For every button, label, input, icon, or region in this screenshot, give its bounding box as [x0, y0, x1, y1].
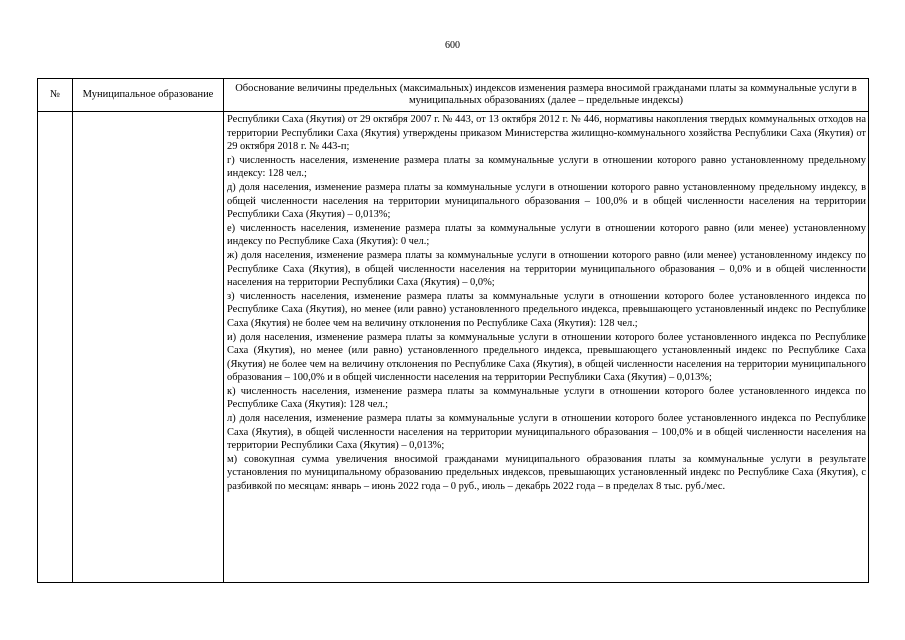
paragraph: Республики Саха (Якутия) от 29 октября 2007 г. № 443, от 13 октября 2012 г. № 446, нормативы накопления твердых коммунальных отходов на территории Республики Саха (Якутия) утверждены приказом Министерства жилищно-коммунального хозяйства Республики Саха (Якутия) от 29 октября 2018 г. № 443-п;: [227, 114, 866, 153]
justification-text: [224, 112, 868, 494]
paragraph-e: е) численность населения, изменение размера платы за коммунальные услуги в отношении которого равно (или менее) установленному индексу по Республике Саха (Якутия): 0 чел.;: [227, 222, 866, 248]
paragraph-g: г) численность населения, изменение размера платы за коммунальные услуги в отношении которого равно установленному предельному индексу: 128 чел.;: [227, 154, 866, 180]
header-justification: Обоснование величины предельных (максимальных) индексов изменения размера вносимой гражданами платы за коммунальные услуги в муниципальных образованиях (далее – предельные индексы): [224, 79, 869, 112]
cell-number: [38, 112, 73, 583]
page-number: 600: [445, 40, 460, 51]
header-municipality: Муниципальное образование: [73, 79, 224, 112]
paragraph-i: и) доля населения, изменение размера платы за коммунальные услуги в отношении которого более установленного индекса по Республике Саха (Якутия), но менее (или равно) установленного предельного индекса, превышающего установленный индекс по Республике Саха (Якутия) не более чем на величину отклонения по Республике Саха (Якутия), в общей численности населения на территории муниципального образования – 100,0% и в общей численности населения на территории Республики Саха (Якутия) – 0,013%;: [227, 331, 866, 384]
cell-justification: [224, 112, 869, 583]
justification-table: [37, 78, 869, 583]
paragraph-l: л) доля населения, изменение размера платы за коммунальные услуги в отношении которого более установленного индекса по Республике Саха (Якутия), в общей численности населения на территории муниципального образования – 100,0% и в общей численности населения на территории Республики Саха (Якутия) – 0,013%;: [227, 413, 866, 452]
table-row: [38, 112, 869, 583]
table-header-row: [38, 79, 869, 112]
cell-municipality: [73, 112, 224, 583]
paragraph-d: д) доля населения, изменение размера платы за коммунальные услуги в отношении которого равно установленному предельному индексу, в общей численности населения на территории муниципального образования – 100,0% и в общей численности населения на территории Республики Саха (Якутия) – 0,013%;: [227, 181, 866, 221]
paragraph-z: з) численность населения, изменение размера платы за коммунальные услуги в отношении которого более установленного индекса по Республике Саха (Якутия), но менее (или равно) установленного предельного индекса, превышающего установленный индекс по Республике Саха (Якутия) не более чем на величину отклонения по Республике Саха (Якутия): 128 чел.;: [227, 290, 866, 329]
header-number: №: [38, 79, 73, 112]
paragraph-k: к) численность населения, изменение размера платы за коммунальные услуги в отношении которого более установленного индекса по Республике Саха (Якутия): 128 чел.;: [227, 385, 866, 411]
paragraph-zh: ж) доля населения, изменение размера платы за коммунальные услуги в отношении которого равно (или менее) установленному индексу по Республике Саха (Якутия), в общей численности населения на территории муниципального образования – 0,0% и в общей численности населения на территории Республики Саха (Якутия) – 0,0%;: [227, 249, 866, 289]
paragraph-m: м) совокупная сумма увеличения вносимой гражданами муниципального образования платы за коммунальные услуги в результате установления по муниципальному образованию предельных индексов, превышающих установленный индекс по Республике Саха (Якутия), с разбивкой по месяцам: январь – июнь 2022 года – 0 руб., июль – декабрь 2022 года – в пределах 8 тыс. руб./мес.: [227, 453, 866, 493]
